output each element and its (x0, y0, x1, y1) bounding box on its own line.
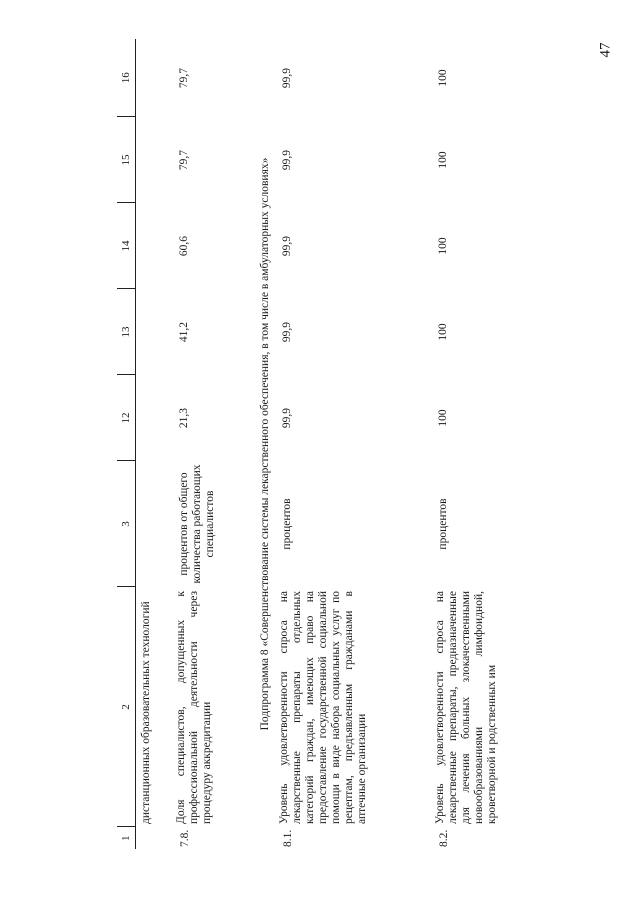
rotated-table-container (117, 39, 603, 849)
page-number: 47 (597, 42, 614, 58)
column-header: 13 (117, 289, 136, 375)
indicator-name: Доля специалистов, допущенных к профессиональной деятельности через процедуру аккредитации (174, 591, 213, 824)
indicator-name: Уровень удовлетворенности спроса на лекарственные препараты, предназначенные для лечения больных злокачественными новообразованиями лимфоидной, кроветворной и родственных им (433, 591, 498, 824)
column-header: 15 (117, 117, 136, 203)
value-cell: 79,7 (177, 149, 190, 171)
value-cell: 99,9 (280, 321, 293, 343)
row-number: 8.2. (437, 829, 450, 847)
value-cell: 100 (436, 237, 449, 255)
value-cell: 99,9 (280, 235, 293, 257)
value-cell: 100 (436, 409, 449, 427)
value-cell: 60,6 (177, 235, 190, 257)
value-cell: 21,3 (177, 407, 190, 429)
continuation-text: дистанционных образовательных технологий (140, 601, 152, 824)
column-number-header (117, 39, 136, 849)
unit-of-measure: процентов (280, 498, 293, 550)
indicator-name: Уровень удовлетворенности спроса на лекарственные препараты отдельных категорий граждан, имеющих право на предоставление государственной социальной помощи в виде набора социальных услуг по рецептам, предъявленным гражданами в аптечные организации (277, 591, 368, 824)
table-row (275, 39, 431, 849)
row-number: 8.1. (281, 829, 294, 847)
table-row (172, 39, 256, 849)
unit-of-measure: процентов от общего количества работающих специалистов (177, 464, 216, 584)
column-header: 14 (117, 203, 136, 289)
indicator-table (117, 39, 499, 849)
value-cell: 100 (436, 323, 449, 341)
column-header: 3 (117, 461, 136, 587)
value-cell: 41,2 (177, 321, 190, 343)
row-number: 7.8. (178, 829, 191, 847)
value-cell: 99,9 (280, 67, 293, 89)
column-header: 1 (117, 827, 136, 849)
column-header: 16 (117, 39, 136, 117)
continuation-row (136, 39, 172, 849)
unit-of-measure: процентов (436, 498, 449, 550)
value-cell: 79,7 (177, 67, 190, 89)
column-header: 12 (117, 375, 136, 461)
subprogram-title: Подпрограмма 8 «Совершенствование системы лекарственного обеспечения, в том числе в амбулаторных условиях» (258, 157, 271, 731)
column-header: 2 (117, 587, 136, 827)
subprogram-title-row (256, 39, 275, 849)
value-cell: 99,9 (280, 149, 293, 171)
value-cell: 100 (436, 151, 449, 169)
value-cell: 100 (436, 69, 449, 87)
value-cell: 99,9 (280, 407, 293, 429)
table-row (431, 39, 499, 849)
